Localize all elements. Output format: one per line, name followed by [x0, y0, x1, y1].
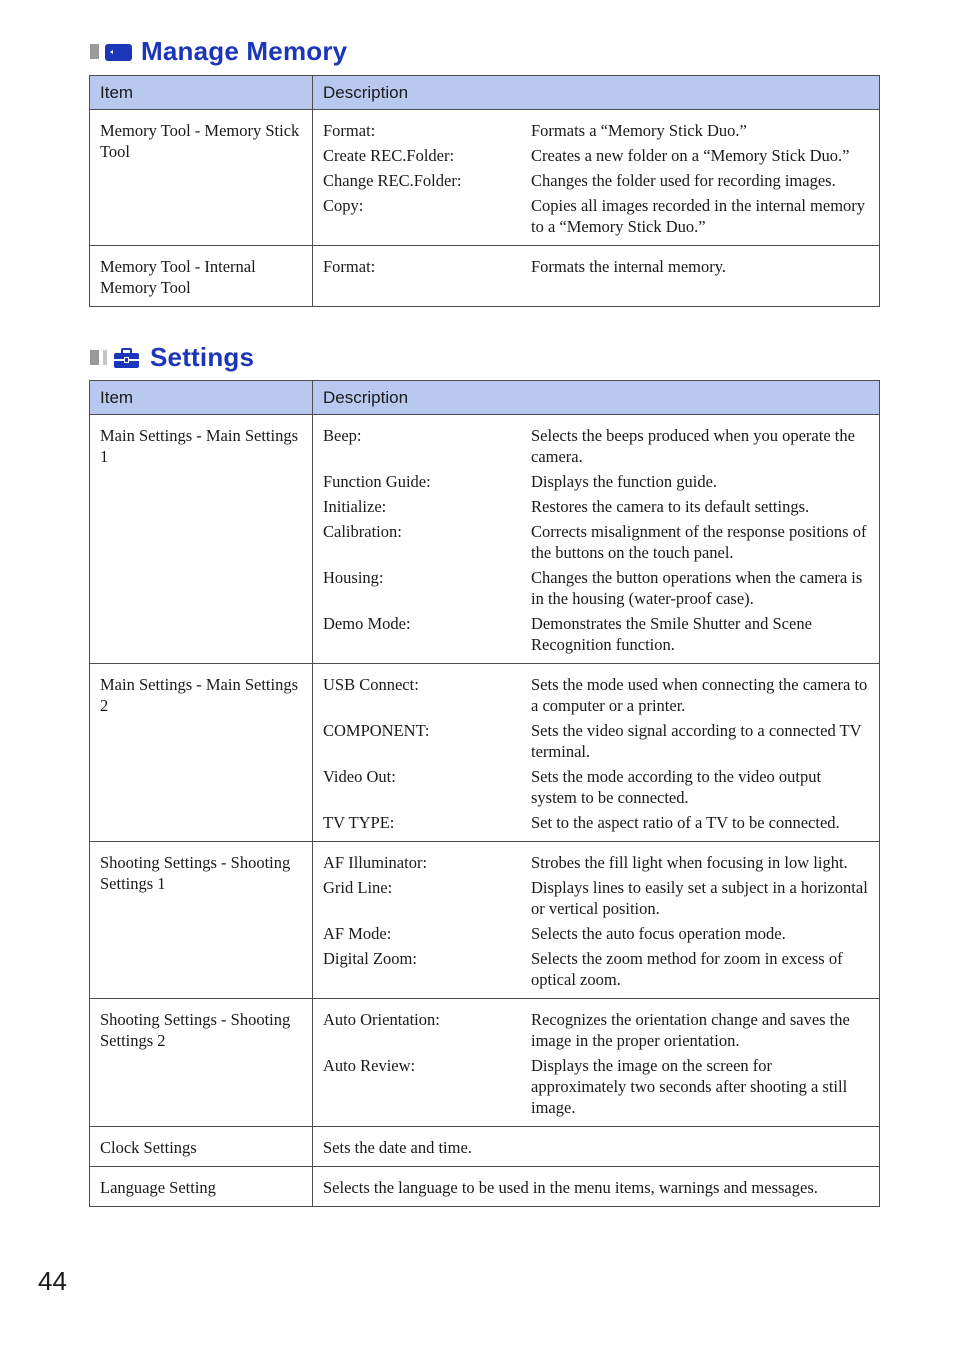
description-cell	[313, 999, 880, 1127]
setting-name: Demo Mode:	[323, 614, 411, 633]
setting-name: Digital Zoom:	[323, 949, 417, 968]
table-row	[90, 246, 880, 307]
description-cell	[313, 110, 880, 246]
setting-description: Sets the mode according to the video output system to be connected.	[531, 767, 822, 807]
setting-entry	[323, 195, 871, 237]
page-number: 44	[38, 1266, 67, 1296]
heading-marker	[103, 350, 107, 365]
setting-entry	[323, 877, 871, 919]
setting-name: Format:	[323, 121, 376, 140]
setting-entry	[323, 852, 871, 873]
table-row	[90, 110, 880, 246]
setting-name: Housing:	[323, 568, 384, 587]
header-item: Item	[90, 76, 313, 110]
setting-entry	[323, 120, 871, 141]
setting-description: Formats the internal memory.	[531, 257, 727, 276]
setting-description: Set to the aspect ratio of a TV to be connected.	[531, 813, 840, 832]
setting-description: Copies all images recorded in the internal memory to a “Memory Stick Duo.”	[531, 196, 866, 236]
table-row	[90, 842, 880, 999]
setting-name: Auto Review:	[323, 1056, 416, 1075]
toolbox-icon	[112, 346, 142, 370]
setting-description: Changes the button operations when the camera is in the housing (water-proof case).	[531, 568, 863, 608]
setting-entry	[323, 1055, 871, 1118]
settings-table	[89, 380, 880, 1207]
setting-description: Displays the function guide.	[531, 472, 718, 491]
description-cell: Sets the date and time.	[313, 1127, 880, 1167]
description-cell	[313, 246, 880, 307]
item-cell: Main Settings - Main Settings 1	[90, 415, 313, 664]
setting-entry	[323, 567, 871, 609]
setting-description: Selects the auto focus operation mode.	[531, 924, 786, 943]
setting-entry	[323, 521, 871, 563]
item-cell: Main Settings - Main Settings 2	[90, 664, 313, 842]
setting-name: AF Mode:	[323, 924, 392, 943]
setting-name: TV TYPE:	[323, 813, 395, 832]
description-cell	[313, 842, 880, 999]
section-title: Settings	[150, 342, 255, 372]
setting-entry	[323, 471, 871, 492]
section-title: Manage Memory	[141, 36, 348, 66]
setting-description: Selects the zoom method for zoom in excess of optical zoom.	[531, 949, 843, 989]
item-cell: Clock Settings	[90, 1127, 313, 1167]
setting-description: Sets the mode used when connecting the camera to a computer or a printer.	[531, 675, 868, 715]
setting-name: Create REC.Folder:	[323, 146, 455, 165]
setting-description: Strobes the fill light when focusing in low light.	[531, 853, 848, 872]
setting-entry	[323, 948, 871, 990]
header-description: Description	[313, 381, 880, 415]
setting-entry	[323, 720, 871, 762]
table-row	[90, 1127, 880, 1167]
setting-entry	[323, 1009, 871, 1051]
setting-name: USB Connect:	[323, 675, 419, 694]
setting-description: Changes the folder used for recording images.	[531, 171, 836, 190]
setting-name: Change REC.Folder:	[323, 171, 462, 190]
item-cell: Language Setting	[90, 1167, 313, 1207]
setting-entry	[323, 674, 871, 716]
setting-description: Demonstrates the Smile Shutter and Scene Recognition function.	[531, 614, 812, 654]
setting-entry	[323, 923, 871, 944]
manage-memory-heading	[90, 36, 347, 67]
setting-name: Video Out:	[323, 767, 396, 786]
item-cell: Shooting Settings - Shooting Settings 1	[90, 842, 313, 999]
header-item: Item	[90, 381, 313, 415]
description-cell	[313, 415, 880, 664]
heading-marker	[90, 44, 99, 59]
settings-heading	[90, 342, 254, 373]
setting-name: Auto Orientation:	[323, 1010, 440, 1029]
setting-name: Initialize:	[323, 497, 387, 516]
setting-description: Sets the video signal according to a connected TV terminal.	[531, 721, 862, 761]
setting-name: Beep:	[323, 426, 362, 445]
setting-entry	[323, 145, 871, 166]
table-row	[90, 1167, 880, 1207]
manage-memory-table	[89, 75, 880, 307]
setting-name: AF Illuminator:	[323, 853, 428, 872]
setting-name: COMPONENT:	[323, 721, 430, 740]
item-cell: Memory Tool - Internal Memory Tool	[90, 246, 313, 307]
setting-name: Calibration:	[323, 522, 402, 541]
heading-marker	[90, 350, 99, 365]
item-cell: Shooting Settings - Shooting Settings 2	[90, 999, 313, 1127]
setting-name: Format:	[323, 257, 376, 276]
setting-name: Copy:	[323, 196, 364, 215]
table-row	[90, 415, 880, 664]
setting-description: Displays lines to easily set a subject in a horizontal or vertical position.	[531, 878, 868, 918]
setting-entry	[323, 496, 871, 517]
setting-entry	[323, 812, 871, 833]
setting-description: Displays the image on the screen for approximately two seconds after shooting a still image.	[531, 1056, 848, 1117]
item-cell: Memory Tool - Memory Stick Tool	[90, 110, 313, 246]
description-cell	[313, 664, 880, 842]
setting-name: Grid Line:	[323, 878, 393, 897]
setting-description: Formats a “Memory Stick Duo.”	[531, 121, 747, 140]
setting-description: Recognizes the orientation change and saves the image in the proper orientation.	[531, 1010, 850, 1050]
setting-description: Selects the beeps produced when you operate the camera.	[531, 426, 855, 466]
table-row	[90, 664, 880, 842]
description-cell: Selects the language to be used in the menu items, warnings and messages.	[313, 1167, 880, 1207]
setting-entry	[323, 766, 871, 808]
setting-entry	[323, 425, 871, 467]
setting-description: Corrects misalignment of the response positions of the buttons on the touch panel.	[531, 522, 867, 562]
setting-name: Function Guide:	[323, 472, 431, 491]
table-header-row	[90, 381, 880, 415]
memory-stick-icon	[103, 40, 133, 64]
setting-description: Creates a new folder on a “Memory Stick Duo.”	[531, 146, 850, 165]
table-header-row	[90, 76, 880, 110]
setting-entry	[323, 256, 871, 277]
setting-description: Restores the camera to its default settings.	[531, 497, 810, 516]
header-description: Description	[313, 76, 880, 110]
setting-entry	[323, 613, 871, 655]
setting-entry	[323, 170, 871, 191]
table-row	[90, 999, 880, 1127]
